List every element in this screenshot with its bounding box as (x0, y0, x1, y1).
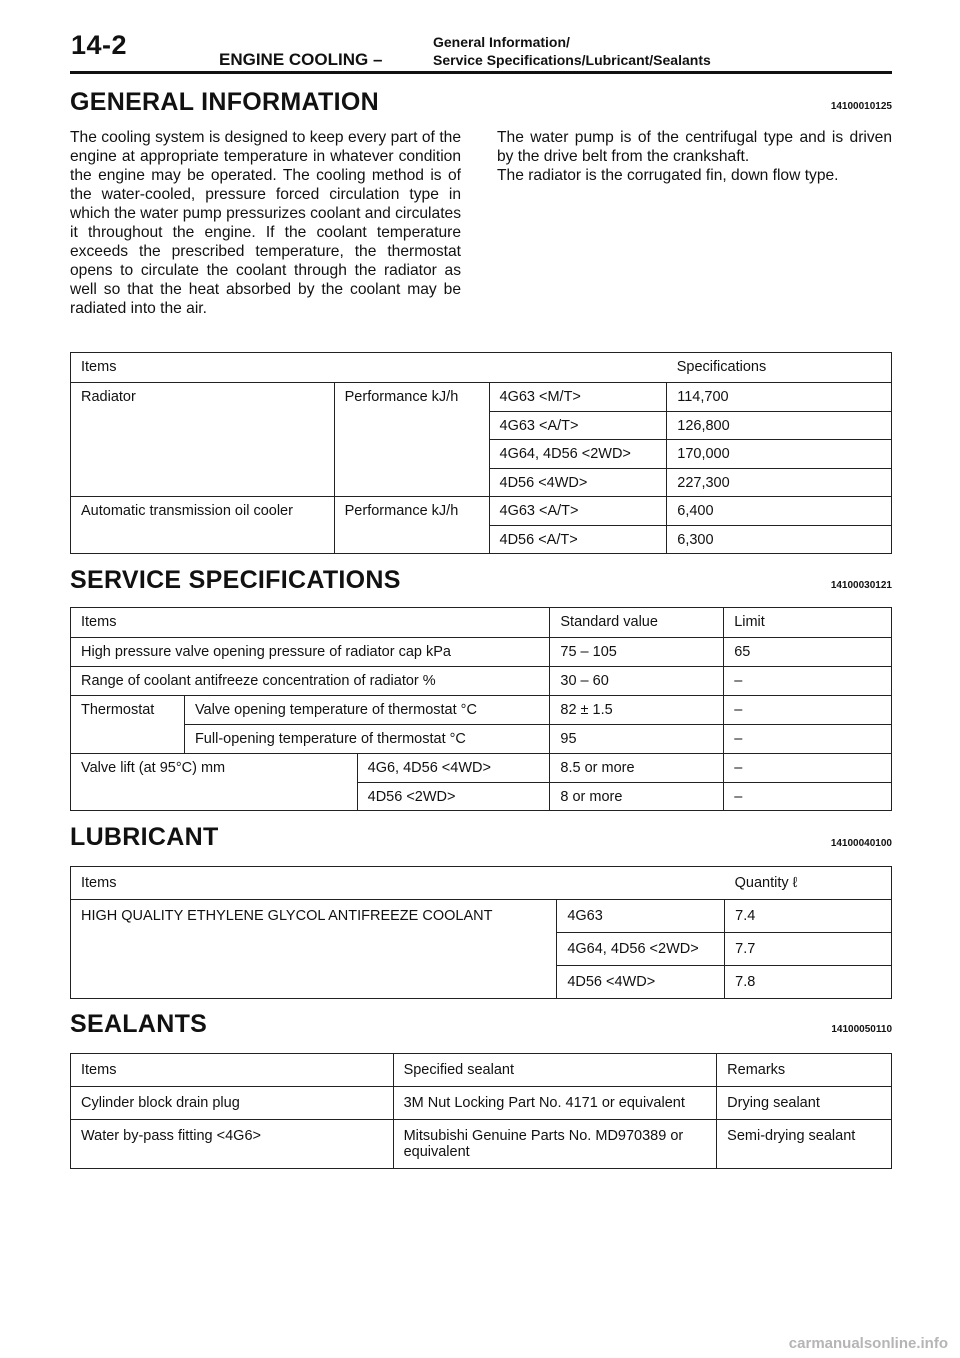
radiator-value: 170,000 (667, 440, 892, 469)
table-row (71, 1087, 892, 1120)
table-row (71, 383, 892, 412)
range-standard: 30 – 60 (550, 667, 724, 696)
header-specs: Specifications (667, 353, 892, 383)
header-items: Items (71, 867, 725, 900)
sealants-title: SEALANTS (70, 1010, 208, 1038)
lubricant-value: 7.4 (725, 900, 892, 933)
header-sealant: Specified sealant (393, 1054, 717, 1087)
radiator-value: 114,700 (667, 383, 892, 412)
service-specs-title: SERVICE SPECIFICATIONS (70, 566, 401, 594)
subtitle-line-1: General Information/ (433, 34, 570, 50)
lubricant-table (70, 866, 892, 999)
thermostat-label: Thermostat (71, 696, 185, 754)
table-row (71, 353, 892, 383)
sealants-code: 14100050110 (831, 1024, 892, 1035)
thermo-limit: – (724, 696, 892, 725)
valve-lift-label: Valve lift (at 95°C) mm (71, 754, 358, 811)
page-number: 14-2 (71, 30, 128, 60)
header-limit: Limit (724, 608, 892, 638)
lubricant-title: LUBRICANT (70, 823, 219, 851)
general-info-left-paragraph (70, 128, 461, 318)
general-info-title: GENERAL INFORMATION (70, 88, 379, 116)
table-row (71, 497, 892, 526)
general-info-right-text-2: The radiator is the corrugated fin, down flow type. (497, 167, 839, 184)
lubricant-model: 4D56 <4WD> (557, 966, 725, 999)
header-items: Items (71, 353, 667, 383)
range-limit: – (724, 667, 892, 696)
atoc-model: 4G63 <A/T> (489, 497, 667, 526)
header-items: Items (71, 1054, 394, 1087)
radiator-performance: Performance kJ/h (334, 383, 489, 497)
cap-standard: 75 – 105 (550, 638, 724, 667)
general-info-right-text-1: The water pump is of the centrifugal type and is driven by the drive belt from the crankshaft. (497, 129, 892, 165)
radiator-model: 4D56 <4WD> (489, 469, 667, 497)
header-quantity: Quantity ℓ (725, 867, 892, 900)
valve-limit: – (724, 783, 892, 811)
cap-item: High pressure valve opening pressure of radiator cap kPa (71, 638, 550, 667)
sealant-remarks: Drying sealant (717, 1087, 892, 1120)
thermo-limit: – (724, 725, 892, 754)
valve-standard: 8 or more (550, 783, 724, 811)
radiator-model: 4G63 <A/T> (489, 412, 667, 440)
header-remarks: Remarks (717, 1054, 892, 1087)
sealant-spec: 3M Nut Locking Part No. 4171 or equivalent (393, 1087, 717, 1120)
radiator-value: 126,800 (667, 412, 892, 440)
atoc-model: 4D56 <A/T> (489, 526, 667, 554)
valve-model: 4D56 <2WD> (357, 783, 550, 811)
radiator-value: 227,300 (667, 469, 892, 497)
lubricant-value: 7.8 (725, 966, 892, 999)
atoc-value: 6,400 (667, 497, 892, 526)
table-row (71, 696, 892, 725)
table-row (71, 867, 892, 900)
thermo-standard: 82 ± 1.5 (550, 696, 724, 725)
valve-model: 4G6, 4D56 <4WD> (357, 754, 550, 783)
general-info-right-paragraph (497, 128, 892, 185)
sealant-remarks: Semi-drying sealant (717, 1120, 892, 1169)
radiator-model: 4G63 <M/T> (489, 383, 667, 412)
chapter-title: ENGINE COOLING – (219, 50, 383, 69)
range-item: Range of coolant antifreeze concentration of radiator % (71, 667, 550, 696)
table-row (71, 754, 892, 783)
table-row (71, 1054, 892, 1087)
header-items: Items (71, 608, 550, 638)
sealants-table (70, 1053, 892, 1169)
lubricant-model: 4G64, 4D56 <2WD> (557, 933, 725, 966)
table-row (71, 638, 892, 667)
table-row (71, 1120, 892, 1169)
general-info-left-text: The cooling system is designed to keep every part of the engine at appropriate temperature in whatever condition the engine may be operated. The cooling method is of the water-cooled, pressure forced circulation type in which the water pump pressurizes coolant and circulates it throughout the engine. If the coolant temperature exceeds the prescribed temperature, the thermostat opens to circulate the coolant through the radiator as well so that the heat absorbed by the coolant may be radiated into the air. (70, 129, 461, 317)
lubricant-model: 4G63 (557, 900, 725, 933)
cap-limit: 65 (724, 638, 892, 667)
sealant-item: Water by-pass fitting <4G6> (71, 1120, 394, 1169)
table-row (71, 900, 892, 933)
atoc-value: 6,300 (667, 526, 892, 554)
atoc-performance: Performance kJ/h (334, 497, 489, 554)
valve-standard: 8.5 or more (550, 754, 724, 783)
table-row (71, 725, 892, 754)
footer-watermark: carmanualsonline.info (788, 1335, 948, 1352)
sealant-item: Cylinder block drain plug (71, 1087, 394, 1120)
sealant-spec: Mitsubishi Genuine Parts No. MD970389 or equivalent (393, 1120, 717, 1169)
lubricant-code: 14100040100 (830, 838, 892, 849)
subtitle-line-2: Service Specifications/Lubricant/Sealants (433, 52, 711, 68)
thermo-item: Valve opening temperature of thermostat °C (184, 696, 549, 725)
table-row (71, 608, 892, 638)
general-info-code: 14100010125 (830, 101, 892, 112)
atoc-label: Automatic transmission oil cooler (71, 497, 335, 554)
radiator-model: 4G64, 4D56 <2WD> (489, 440, 667, 469)
table-row (71, 667, 892, 696)
radiator-label: Radiator (71, 383, 335, 497)
service-specs-table (70, 607, 892, 811)
header-rule (70, 71, 892, 74)
lubricant-value: 7.7 (725, 933, 892, 966)
coolant-label: HIGH QUALITY ETHYLENE GLYCOL ANTIFREEZE COOLANT (71, 900, 557, 999)
service-specs-code: 14100030121 (830, 580, 892, 591)
general-info-table (70, 352, 892, 554)
thermo-item: Full-opening temperature of thermostat °C (184, 725, 549, 754)
header-standard: Standard value (550, 608, 724, 638)
thermo-standard: 95 (550, 725, 724, 754)
valve-limit: – (724, 754, 892, 783)
